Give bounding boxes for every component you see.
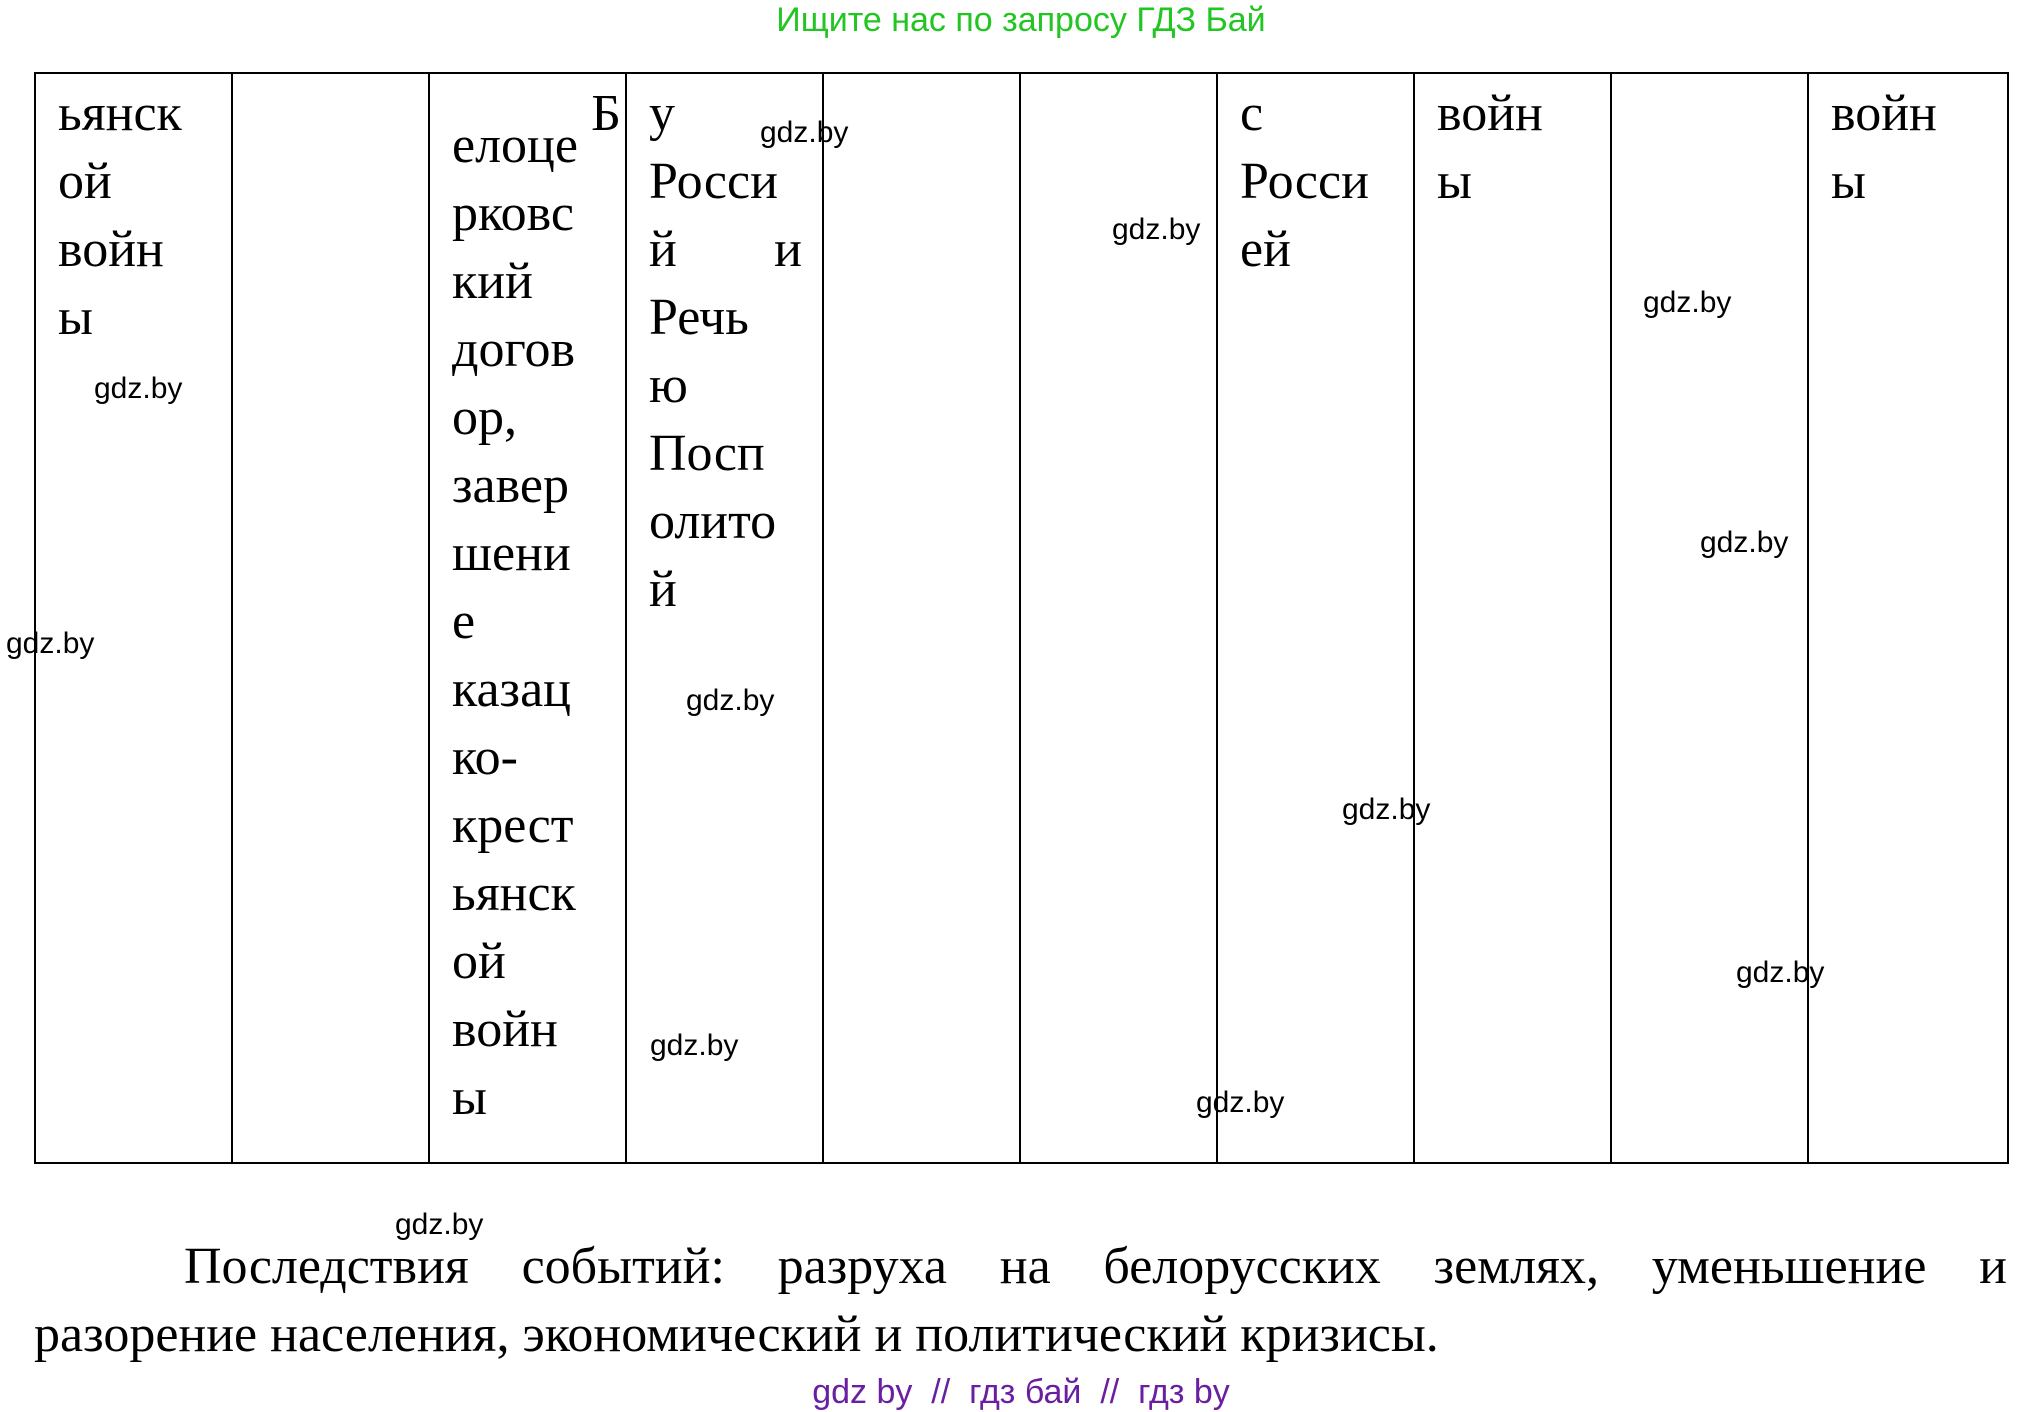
cell-line: завер [452, 457, 569, 514]
cell-line: у [649, 85, 675, 142]
cell-line: ор, [452, 389, 517, 446]
paragraph-line: разорение населения, экономический и политический кризисы. [34, 1306, 1439, 1363]
cell-line: ьянск [452, 865, 576, 922]
cell-line: ы [1437, 153, 1472, 210]
table-cell-7 [1217, 73, 1414, 1163]
cell-line: ой [452, 933, 506, 990]
cell-line: Росси [649, 153, 778, 210]
cell-line: рковс [452, 185, 574, 242]
cell-line: Речь [649, 289, 749, 346]
cell-line: Посп [649, 425, 765, 482]
table-cell-4 [626, 73, 823, 1163]
cell-line: войн [58, 221, 164, 278]
table-cell-9 [1611, 73, 1808, 1163]
cell-line: ьянск [58, 85, 182, 142]
cell-line: войн [452, 1001, 558, 1058]
cell-line: войн [1437, 85, 1543, 142]
cell-line: шени [452, 525, 571, 582]
footer-links: gdz by // гдз бай // гдз by [812, 1373, 1230, 1411]
table-row [35, 73, 2008, 1163]
cell-line: ко- [452, 729, 518, 786]
cell-line: войн [1831, 85, 1937, 142]
table-cell-3 [429, 73, 626, 1163]
watermark: gdz.by [650, 1029, 739, 1062]
cell-line: ы [452, 1069, 487, 1126]
watermark: gdz.by [1643, 286, 1732, 319]
cell-line: й [649, 561, 677, 618]
cell-line: казац [452, 661, 572, 718]
watermark: gdz.by [6, 627, 95, 660]
cell-line: кий [452, 253, 533, 310]
cell-line: ой [58, 153, 112, 210]
watermark: gdz.by [94, 372, 183, 405]
top-banner: Ищите нас по запросу ГДЗ Бай [776, 1, 1266, 39]
watermark: gdz.by [1196, 1086, 1285, 1119]
watermark: gdz.by [686, 684, 775, 717]
cell-line: елоцe [452, 117, 578, 174]
cell-line: крест [452, 797, 574, 854]
cell-line: й и [649, 221, 802, 278]
watermark: gdz.by [1700, 526, 1789, 559]
history-table [34, 72, 2009, 1164]
watermark: gdz.by [1342, 793, 1431, 826]
table-cell-10 [1808, 73, 2008, 1163]
table-cell-8 [1414, 73, 1611, 1163]
cell-line: с [1240, 85, 1264, 142]
watermark: gdz.by [395, 1208, 484, 1241]
watermark: gdz.by [760, 116, 849, 149]
watermark: gdz.by [1112, 213, 1201, 246]
cell-line: ю [649, 357, 688, 414]
paragraph-line: Последствия событий: разруха на белорусских землях, уменьшение и [184, 1238, 2007, 1295]
cell-line: Б [591, 85, 621, 142]
cell-line: догов [452, 321, 576, 378]
cell-line: ы [58, 289, 93, 346]
cell-line: ей [1240, 221, 1291, 278]
table-cell-1 [35, 73, 232, 1163]
cell-line: Росси [1240, 153, 1369, 210]
cell-line: ы [1831, 153, 1866, 210]
cell-line: олито [649, 493, 777, 550]
watermark: gdz.by [1736, 956, 1825, 989]
table-cell-2 [232, 73, 429, 1163]
cell-line: е [452, 593, 476, 650]
consequences-paragraph [34, 1233, 2007, 1369]
table-cell-5 [823, 73, 1020, 1163]
